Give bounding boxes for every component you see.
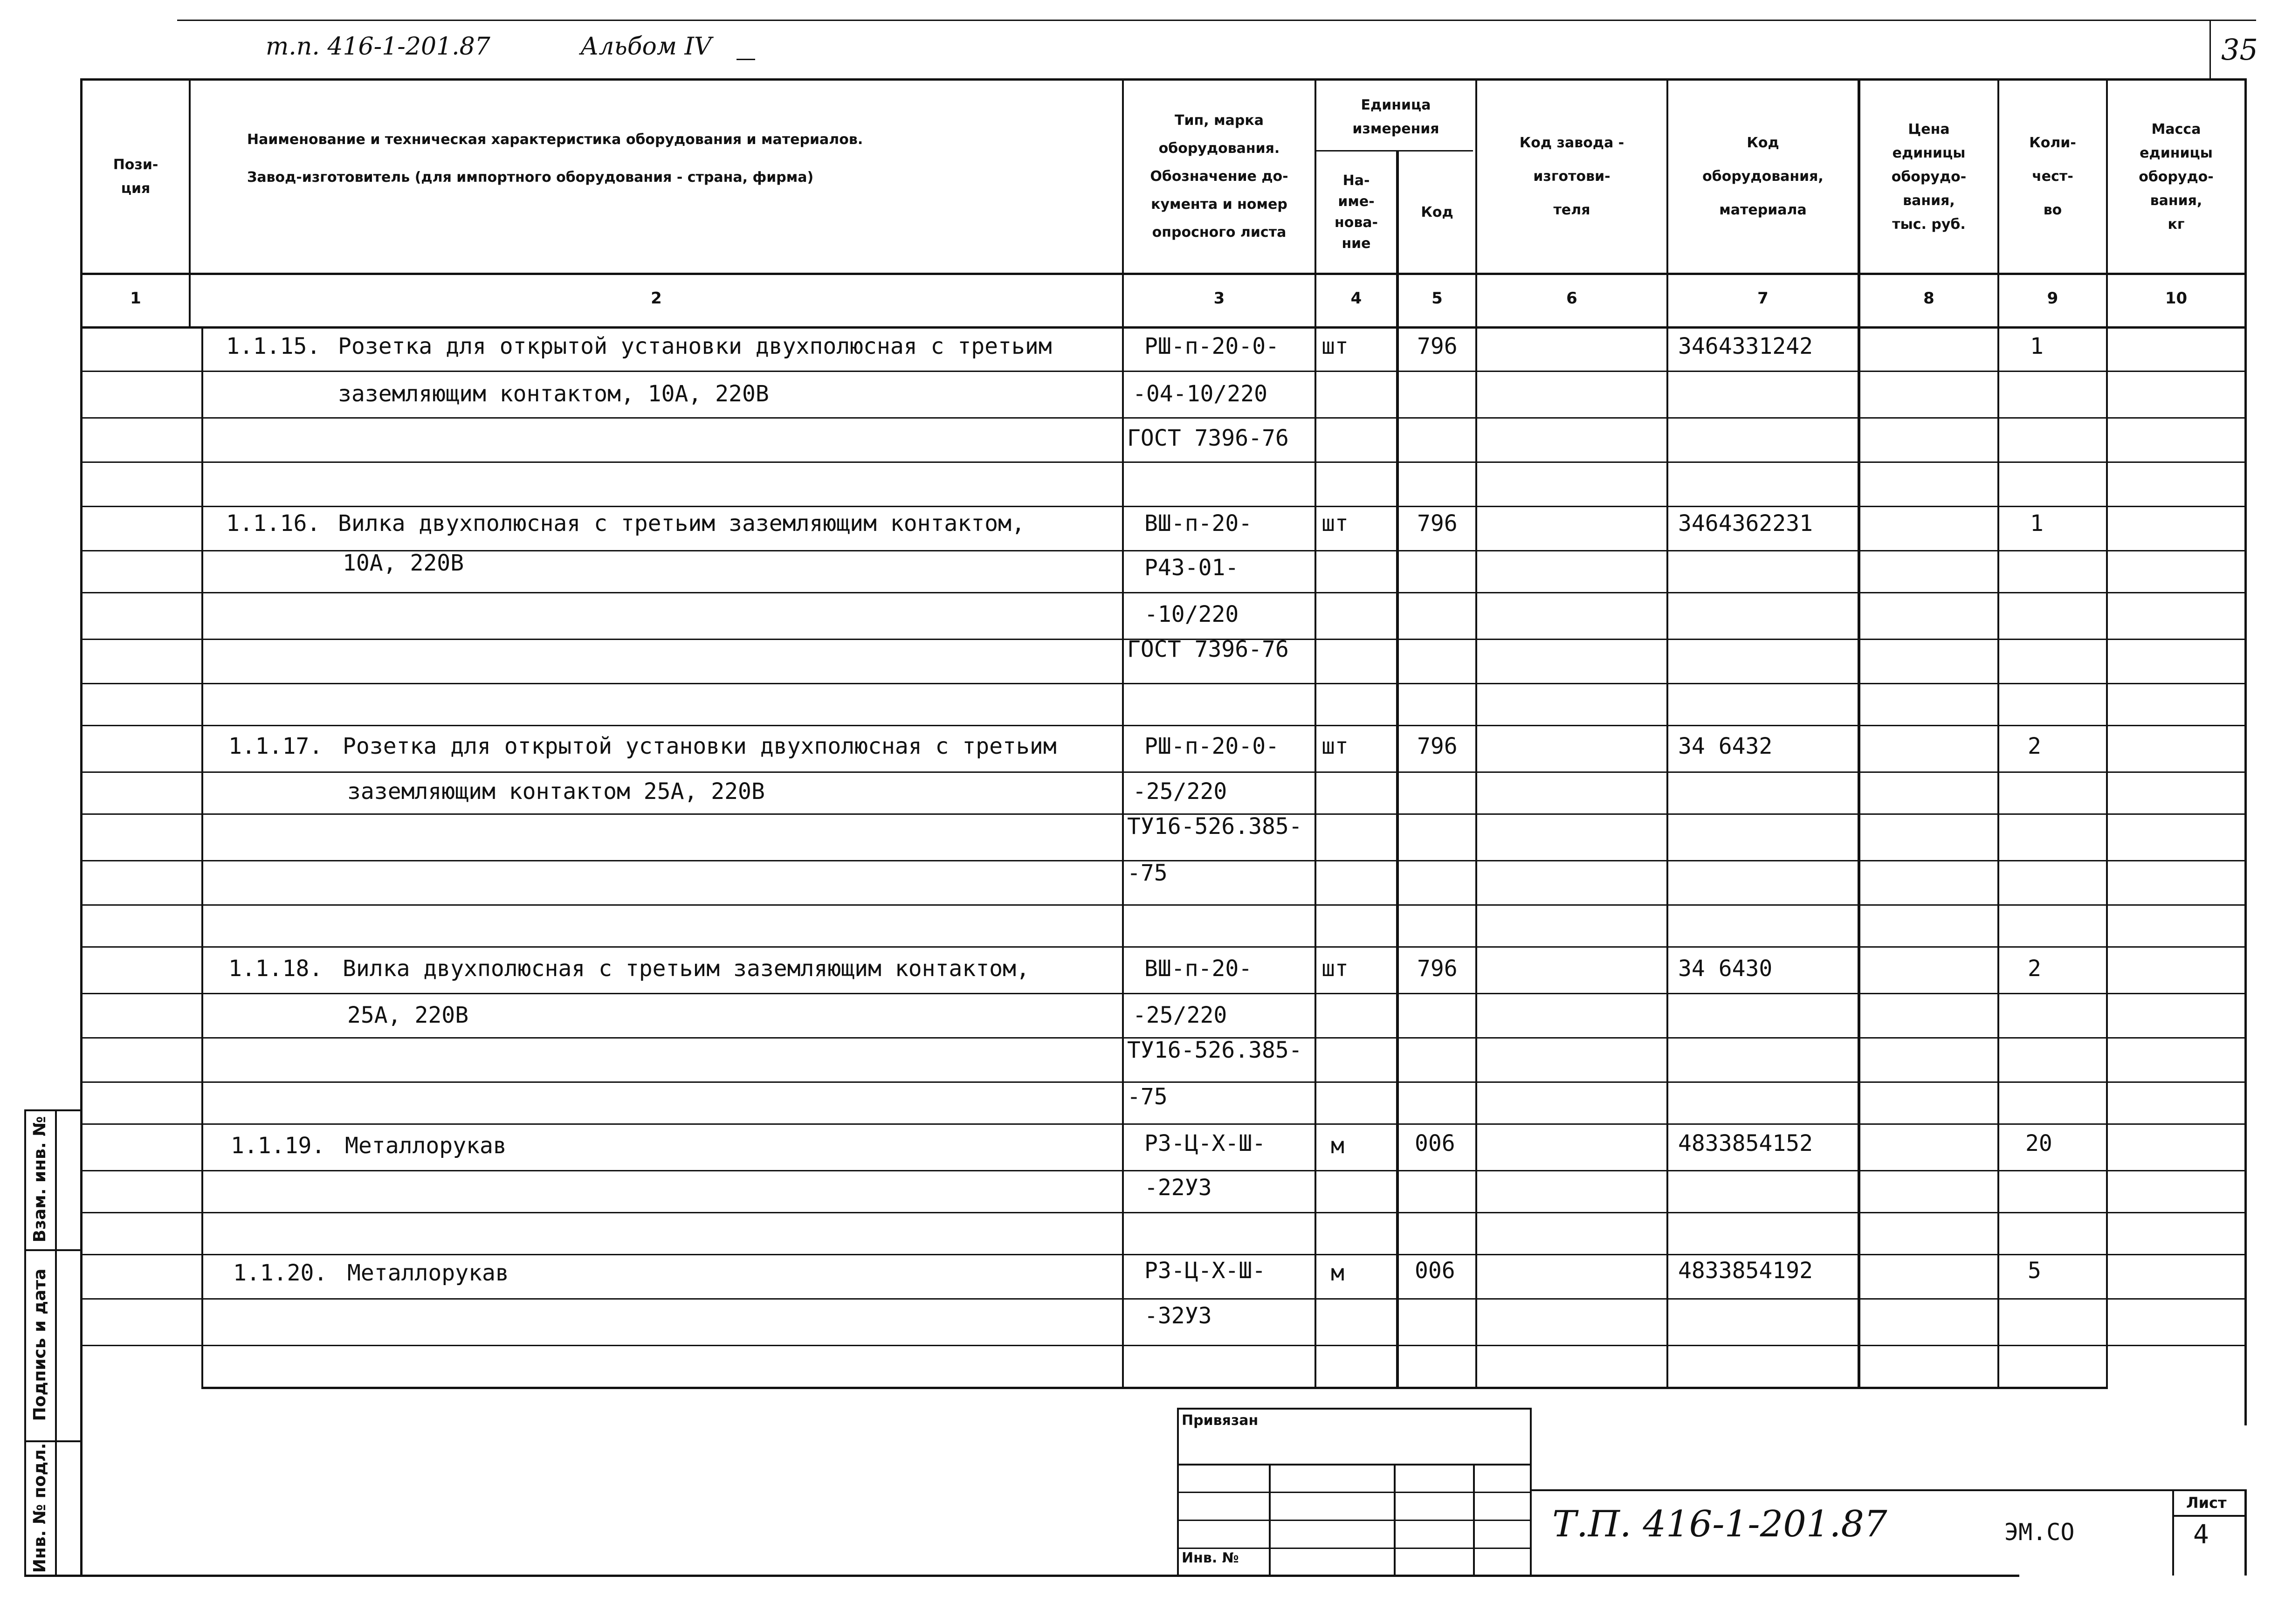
item-5-name: Металлорукав (345, 1133, 507, 1159)
item-1-type-line-1: РШ-п-20-0- (1144, 333, 1279, 359)
item-4-qty: 2 (2028, 956, 2041, 982)
sheet-number: 4 (2193, 1520, 2209, 1550)
bound-box-row-1 (1177, 1464, 1531, 1466)
item-4-type-line-2: -25/220 (1133, 1002, 1227, 1028)
item-2-type-line-3: -10/220 (1144, 601, 1239, 627)
item-6-type-line-2: -32УЗ (1144, 1303, 1212, 1329)
row-separator (80, 1212, 2247, 1213)
header-col-4 (1316, 151, 1396, 273)
item-3-unit-code: 796 (1417, 733, 1458, 759)
item-3-name-line-1: Розетка для открытой установки двухполюсная с третьим (343, 733, 1057, 759)
header-col-6-label: Код завода - изготови- теля (1519, 135, 1624, 218)
item-6-name: Металлорукав (347, 1260, 509, 1286)
title-code: ЭМ.СО (2004, 1519, 2075, 1546)
designation-header: т.п. 416-1-201.87 (266, 33, 490, 61)
item-6-unit-code: 006 (1415, 1258, 1455, 1284)
colnum-bottom-line (80, 326, 2247, 329)
item-5-type-line-2: -22УЗ (1144, 1175, 1212, 1201)
header-col-3 (1124, 81, 1315, 273)
item-6-equip-code: 4833854192 (1678, 1258, 1813, 1284)
item-5-equip-code: 4833854152 (1678, 1130, 1813, 1156)
header-col-10-label: Масса единицы оборудо- вания, кг (2139, 121, 2214, 233)
bound-box-col-3 (1473, 1464, 1475, 1576)
header-unit-group-label: Единица измерения (1352, 97, 1439, 137)
row-separator (80, 1254, 2247, 1255)
header-col-2 (247, 110, 1114, 207)
bound-box-row-2 (1177, 1492, 1531, 1493)
item-2-unit-code: 796 (1417, 510, 1458, 537)
sheet-bottom-line (24, 1575, 2019, 1577)
frame-left (80, 78, 83, 1444)
item-2-equip-code: 3464362231 (1678, 510, 1813, 537)
row-separator (80, 592, 2247, 593)
bound-box-col-2 (1394, 1464, 1396, 1576)
item-3-type-line-3: ТУ16-526.385- (1127, 813, 1302, 840)
item-2-name-line-1: Вилка двухполюсная с третьим заземляющим контактом, (338, 510, 1025, 537)
header-col-2-label: Наименование и техническая характеристика оборудования и материалов. Завод-изготовитель (для импортного оборудования - страна, фирма) (247, 131, 863, 186)
item-5-unit-code: 006 (1415, 1130, 1455, 1156)
item-2-type-line-4: ГОСТ 7396-76 (1127, 636, 1289, 662)
header-col-3-label: Тип, марка оборудования. Обозначение до- кумента и номер опросного листа (1150, 112, 1288, 241)
page-number: 35 (2221, 33, 2258, 67)
item-2-name-line-2: 10А, 220В (343, 550, 464, 576)
side-stamp-replaced-inv: Взам. инв. № (30, 1116, 49, 1243)
col-sep-2 (1122, 78, 1124, 1388)
item-4-type-line-3: ТУ16-526.385- (1127, 1037, 1302, 1063)
col-sep-6 (1666, 78, 1668, 1388)
header-col-8 (1860, 81, 1997, 273)
side-stamp-mid (55, 1109, 57, 1576)
item-2-qty: 1 (2030, 510, 2044, 537)
header-col-6 (1477, 81, 1666, 273)
item-1-equip-code: 3464331242 (1678, 333, 1813, 359)
colnum-4: 4 (1350, 289, 1362, 308)
item-1-unit: шт (1321, 333, 1349, 359)
item-1-type-line-3: ГОСТ 7396-76 (1127, 425, 1289, 451)
header-col-10 (2108, 81, 2244, 273)
item-4-type-line-4: -75 (1127, 1084, 1168, 1110)
header-unit-group (1316, 84, 1475, 150)
item-4-name-line-2: 25А, 220В (347, 1002, 469, 1028)
header-col-5 (1399, 151, 1475, 273)
row-separator (80, 1298, 2247, 1300)
row-separator (80, 506, 2247, 507)
colnum-5: 5 (1432, 289, 1443, 308)
row-separator (80, 993, 2247, 994)
col-sep-5 (1475, 78, 1477, 1388)
item-6-qty: 5 (2028, 1258, 2041, 1284)
item-1-name-line-1: Розетка для открытой установки двухполюсная с третьим (338, 333, 1052, 359)
header-col-1 (83, 81, 189, 273)
title-designation: Т.П. 416-1-201.87 (1552, 1503, 1887, 1545)
item-3-type-line-1: РШ-п-20-0- (1144, 733, 1279, 759)
title-block-top (1531, 1489, 2247, 1491)
item-1-position: 1.1.15. (226, 333, 321, 359)
row-separator (80, 1170, 2247, 1171)
item-2-position: 1.1.16. (226, 510, 321, 537)
body-col-sep-1 (201, 326, 203, 1388)
item-1-name-line-2: заземляющим контактом, 10А, 220В (338, 381, 769, 407)
row-separator (80, 1345, 2247, 1346)
colnum-7: 7 (1757, 289, 1769, 308)
item-3-type-line-4: -75 (1127, 860, 1168, 886)
row-separator (80, 946, 2247, 948)
item-4-unit: шт (1321, 956, 1349, 982)
header-col-9-label: Коли- чест- во (2029, 135, 2076, 218)
inv-number-label: Инв. № (1182, 1550, 1239, 1566)
item-6-type-line-1: РЗ-Ц-Х-Ш- (1144, 1258, 1266, 1284)
item-1-unit-code: 796 (1417, 333, 1458, 359)
sheet-box-divider (2172, 1515, 2247, 1517)
item-4-type-line-1: ВШ-п-20- (1144, 956, 1253, 982)
item-4-unit-code: 796 (1417, 956, 1458, 982)
colnum-10: 10 (2165, 289, 2188, 308)
header-col-7 (1668, 81, 1858, 273)
header-col-5-label: Код (1421, 204, 1453, 220)
page-number-box-left (2209, 20, 2211, 80)
frame-right (2244, 78, 2247, 1425)
col-sep-8 (1997, 78, 1999, 1388)
row-separator (80, 1081, 2247, 1083)
row-separator (80, 904, 2247, 906)
item-1-type-line-2: -04-10/220 (1133, 381, 1267, 407)
item-4-name-line-1: Вилка двухполюсная с третьим заземляющим контактом, (343, 956, 1030, 982)
item-1-qty: 1 (2030, 333, 2044, 359)
header-col-9 (1999, 81, 2106, 273)
row-separator (80, 371, 2247, 372)
item-3-type-line-2: -25/220 (1133, 778, 1227, 805)
item-2-type-line-1: ВШ-п-20- (1144, 510, 1253, 537)
top-border (177, 20, 2256, 21)
side-stamp-signature-date: Подпись и дата (30, 1268, 49, 1421)
bound-label: Привязан (1182, 1412, 1259, 1429)
item-5-position: 1.1.19. (231, 1133, 325, 1159)
item-4-equip-code: 34 6430 (1678, 956, 1773, 982)
item-5-unit: м (1331, 1133, 1344, 1159)
row-separator (80, 683, 2247, 684)
row-separator (80, 771, 2247, 773)
col-sep-9 (2106, 78, 2108, 1388)
item-2-type-line-2: Р43-01- (1144, 555, 1239, 581)
colnum-9: 9 (2047, 289, 2058, 308)
header-col-7-label: Код оборудования, материала (1702, 135, 1824, 218)
colnum-8: 8 (1923, 289, 1934, 308)
header-col-4-label: На- име- нова- ние (1334, 172, 1378, 252)
col-sep-4 (1396, 150, 1399, 1388)
col-sep-3 (1315, 78, 1316, 1388)
colnum-6: 6 (1566, 289, 1577, 308)
table-body-bottom (201, 1387, 2108, 1389)
item-2-unit: шт (1321, 510, 1349, 537)
item-3-position: 1.1.17. (228, 733, 323, 759)
sheet-label: Лист (2186, 1494, 2227, 1512)
colnum-3: 3 (1213, 289, 1225, 308)
item-3-name-line-2: заземляющим контактом 25А, 220В (347, 778, 765, 805)
bound-box-top (1177, 1408, 1531, 1410)
colnum-2: 2 (651, 289, 662, 308)
item-5-qty: 20 (2025, 1130, 2052, 1156)
side-stamp-left (24, 1109, 26, 1576)
bound-box-row-3 (1177, 1520, 1531, 1521)
item-6-unit: м (1331, 1260, 1344, 1286)
row-separator (80, 417, 2247, 419)
item-5-type-line-1: РЗ-Ц-Х-Ш- (1144, 1130, 1266, 1156)
item-3-qty: 2 (2028, 733, 2041, 759)
col-sep-7 (1858, 78, 1860, 1388)
colnum-1: 1 (130, 289, 141, 308)
album-label: Альбом IV (580, 33, 712, 61)
row-separator (80, 725, 2247, 726)
row-separator (80, 461, 2247, 463)
item-3-equip-code: 34 6432 (1678, 733, 1773, 759)
item-6-position: 1.1.20. (233, 1260, 328, 1286)
header-col-1-label: Пози- ция (113, 157, 158, 197)
item-4-position: 1.1.18. (228, 956, 323, 982)
item-3-unit: шт (1321, 733, 1349, 759)
album-underline (736, 59, 755, 60)
header-bottom-line (80, 273, 2247, 275)
side-stamp-right (80, 1387, 83, 1576)
side-stamp-inv-original: Инв. № подл. (30, 1443, 49, 1573)
bound-box-row-4 (1177, 1548, 1531, 1549)
header-col-8-label: Цена единицы оборудо- вания, тыс. руб. (1891, 121, 1967, 233)
sheet-box-right (2244, 1489, 2247, 1576)
bound-box-col-1 (1269, 1464, 1271, 1576)
row-separator (80, 1123, 2247, 1125)
sheet-box-left (2172, 1489, 2174, 1576)
